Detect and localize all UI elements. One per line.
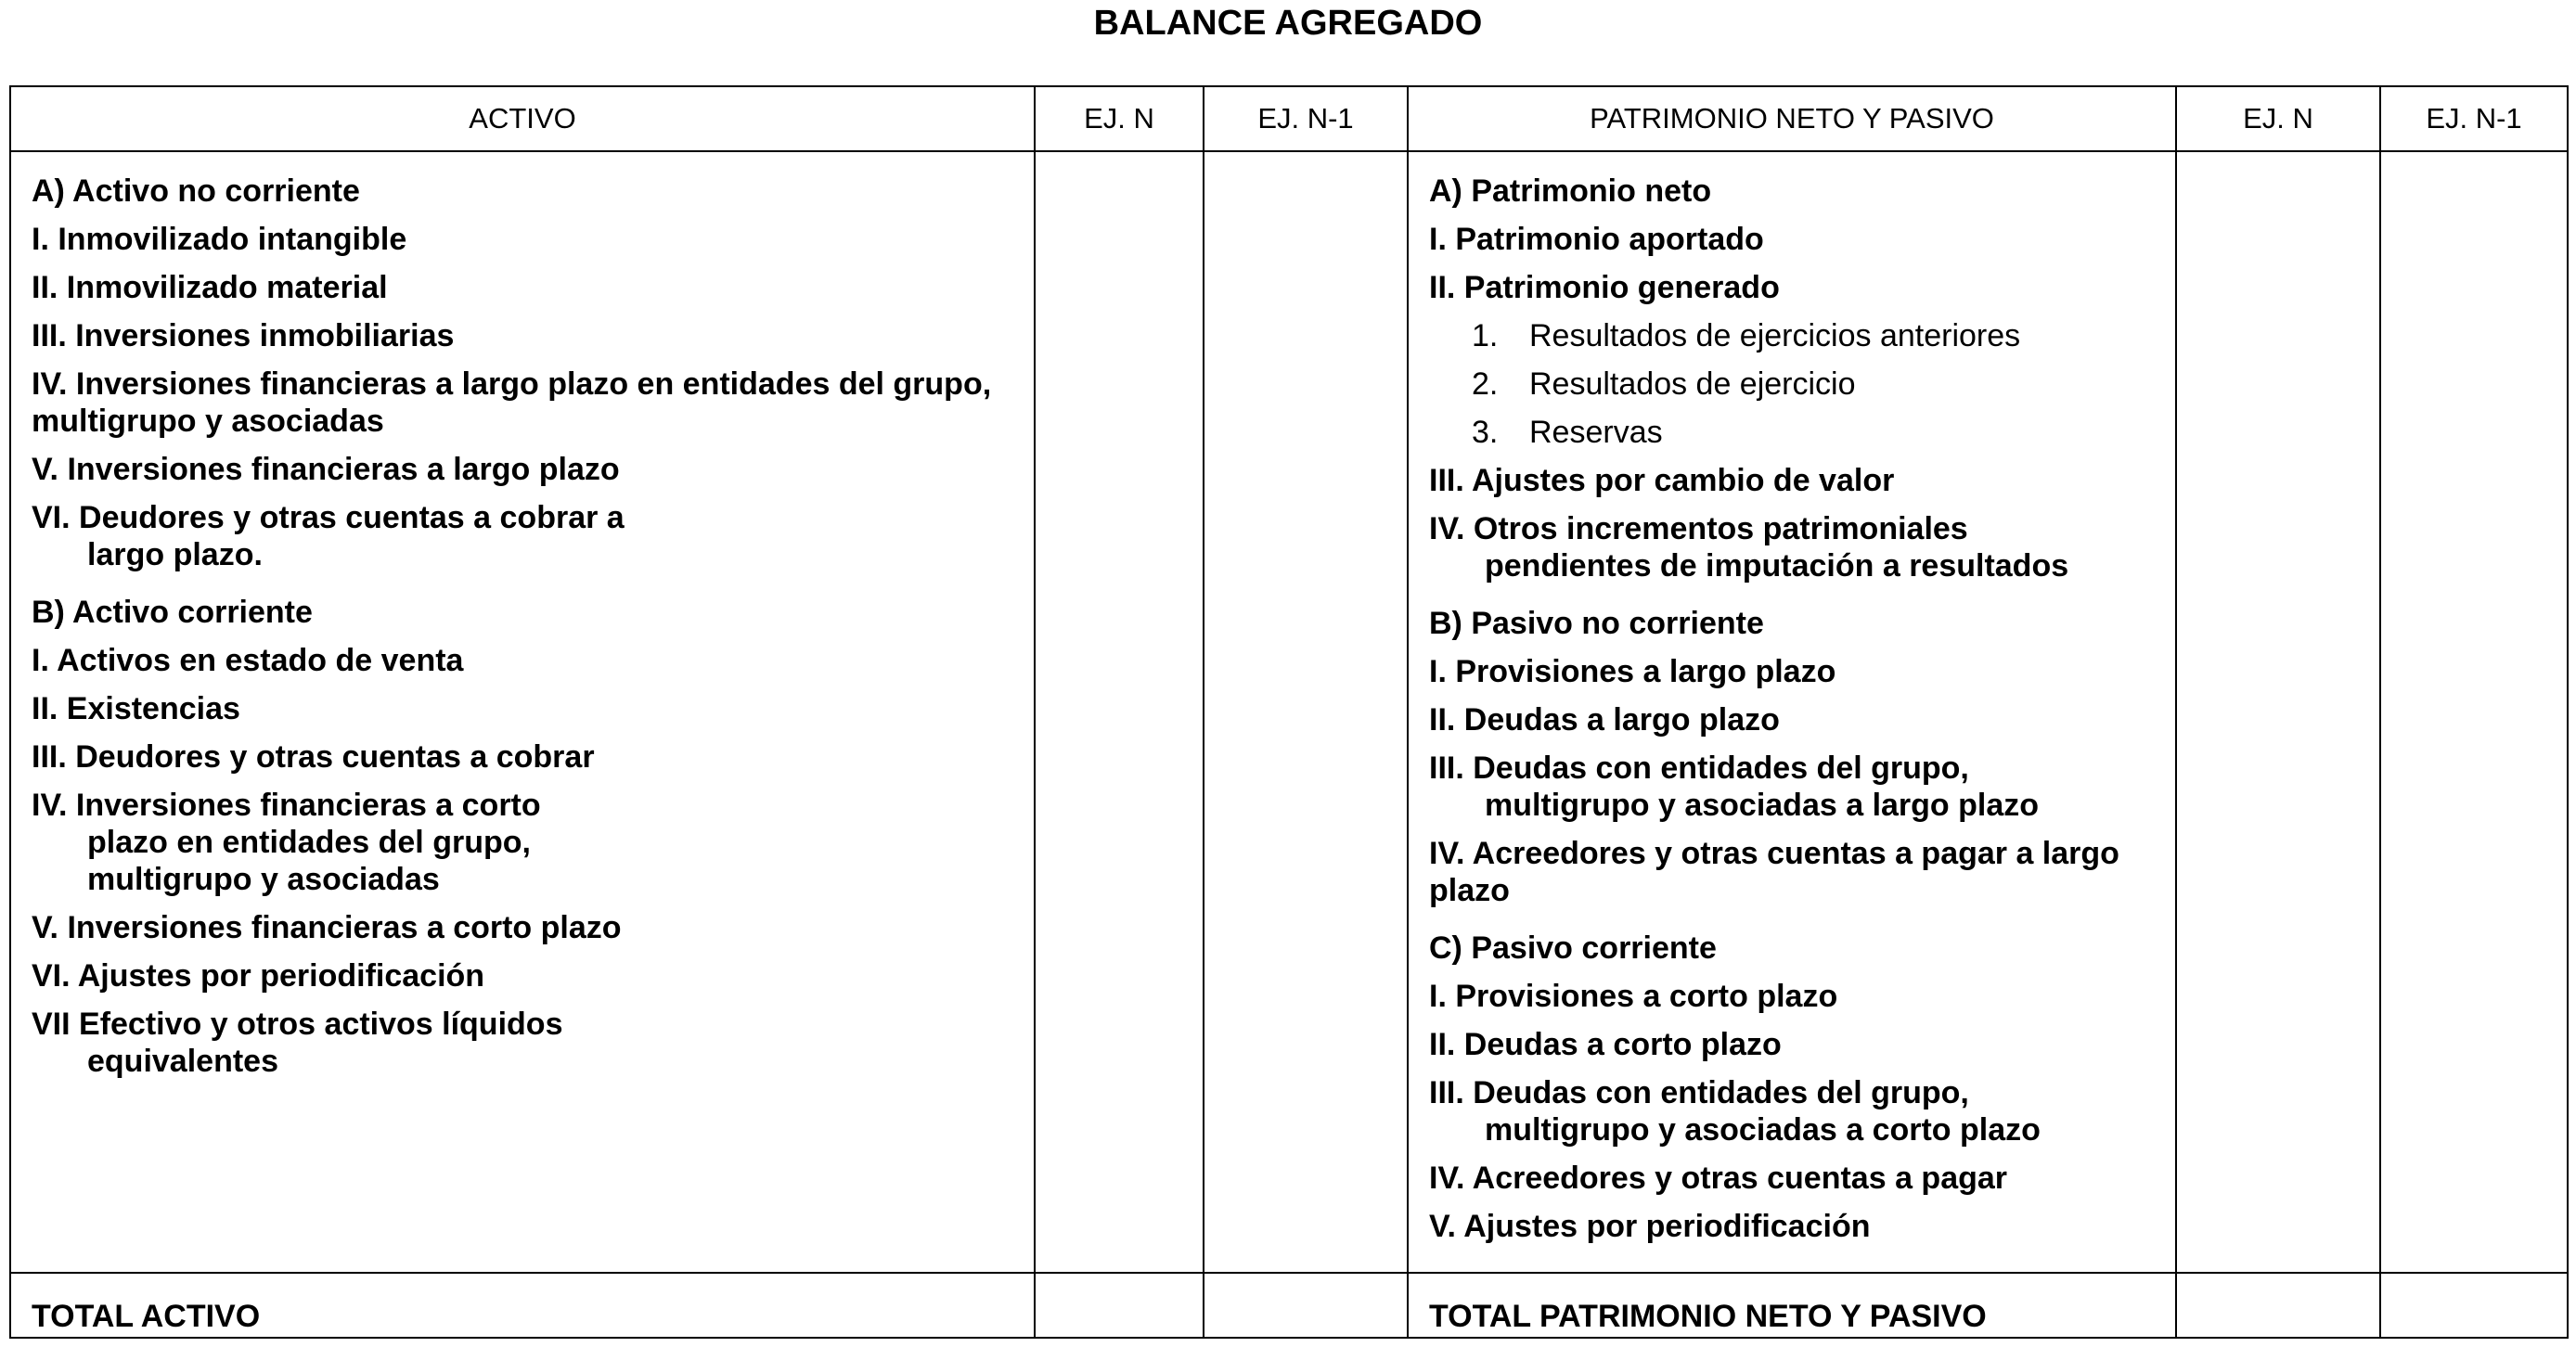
item-label: V. Inversiones financieras a largo plazo bbox=[32, 452, 620, 487]
item-label: III. Deudores y otras cuentas a cobrar bbox=[32, 739, 595, 775]
item-label: VII Efectivo y otros activos líquidos bbox=[32, 1007, 563, 1042]
activo-ej-n1-values-cell bbox=[1204, 151, 1408, 1273]
item-label: IV. Acreedores y otras cuentas a pagar bbox=[1429, 1161, 2008, 1196]
total-activo-ej-n-cell bbox=[1035, 1273, 1204, 1338]
item-label: I. Provisiones a largo plazo bbox=[1429, 654, 1836, 689]
item-label: A) Patrimonio neto bbox=[1429, 173, 1712, 209]
balance-table bbox=[9, 85, 2569, 1339]
pasivo-ej-n-values-cell bbox=[2176, 151, 2380, 1273]
total-pasivo-ej-n1-cell bbox=[2380, 1273, 2568, 1338]
item-label: A) Activo no corriente bbox=[32, 173, 360, 209]
item-label: I. Provisiones a corto plazo bbox=[1429, 979, 1838, 1014]
item-number: 3. bbox=[1472, 415, 1499, 450]
item-label: II. Existencias bbox=[32, 691, 240, 726]
list-item bbox=[1429, 653, 2157, 690]
item-label-continuation: largo plazo. bbox=[87, 537, 263, 572]
list-item bbox=[1429, 462, 2157, 499]
list-item bbox=[1429, 221, 2157, 258]
item-label: I. Inmovilizado intangible bbox=[32, 222, 407, 257]
item-label: I. Patrimonio aportado bbox=[1429, 222, 1764, 257]
list-item bbox=[32, 221, 1015, 258]
list-item bbox=[32, 173, 1015, 210]
item-label: VI. Ajustes por periodificación bbox=[32, 958, 485, 994]
list-item bbox=[32, 499, 1015, 573]
list-item bbox=[1429, 317, 2157, 354]
item-label-continuation: multigrupo y asociadas bbox=[87, 862, 440, 897]
item-label: III. Ajustes por cambio de valor bbox=[1429, 463, 1895, 498]
item-label: C) Pasivo corriente bbox=[1429, 930, 1717, 966]
item-label: II. Patrimonio generado bbox=[1429, 270, 1780, 305]
item-label: V. Inversiones financieras a corto plazo bbox=[32, 910, 622, 945]
item-label-continuation: multigrupo y asociadas a largo plazo bbox=[1485, 788, 2040, 823]
item-label: III. Inversiones inmobiliarias bbox=[32, 318, 455, 353]
header-ej-n-activo: EJ. N bbox=[1035, 86, 1204, 151]
list-item bbox=[1429, 173, 2157, 210]
item-label: V. Ajustes por periodificación bbox=[1429, 1209, 1871, 1244]
item-label: Resultados de ejercicio bbox=[1529, 366, 1856, 402]
activo-ej-n-values-cell bbox=[1035, 151, 1204, 1273]
item-label-continuation: multigrupo y asociadas a corto plazo bbox=[1485, 1112, 2041, 1148]
item-label: IV. Inversiones financieras a corto bbox=[32, 788, 541, 823]
table-header-row bbox=[10, 86, 2568, 151]
list-item bbox=[1429, 1026, 2157, 1063]
page-title: BALANCE AGREGADO bbox=[1093, 4, 1483, 43]
list-item bbox=[1429, 366, 2157, 403]
item-label-continuation: equivalentes bbox=[87, 1044, 278, 1079]
item-label: I. Activos en estado de venta bbox=[32, 643, 464, 678]
list-item bbox=[32, 738, 1015, 776]
list-item bbox=[32, 957, 1015, 994]
total-activo-ej-n1-cell bbox=[1204, 1273, 1408, 1338]
total-activo-label: TOTAL ACTIVO bbox=[10, 1273, 1035, 1338]
pasivo-ej-n1-values-cell bbox=[2380, 151, 2568, 1273]
list-item bbox=[1429, 269, 2157, 306]
header-ej-n1-pasivo: EJ. N-1 bbox=[2380, 86, 2568, 151]
list-item bbox=[1429, 510, 2157, 584]
list-item bbox=[1429, 1208, 2157, 1245]
list-item bbox=[1429, 605, 2157, 642]
list-item bbox=[1429, 930, 2157, 967]
list-item bbox=[1429, 835, 2157, 909]
list-item bbox=[1429, 750, 2157, 824]
item-number: 1. bbox=[1472, 318, 1499, 353]
list-item bbox=[32, 1006, 1015, 1080]
list-item bbox=[32, 909, 1015, 946]
list-item bbox=[32, 594, 1015, 631]
list-item bbox=[32, 366, 1015, 440]
list-item bbox=[32, 269, 1015, 306]
activo-items-cell bbox=[10, 151, 1035, 1273]
list-item bbox=[32, 690, 1015, 727]
item-label: II. Deudas a corto plazo bbox=[1429, 1027, 1782, 1062]
list-item bbox=[1429, 1160, 2157, 1197]
item-label: B) Activo corriente bbox=[32, 595, 313, 630]
item-label: II. Deudas a largo plazo bbox=[1429, 702, 1780, 738]
item-label: IV. Inversiones financieras a largo plazo en entidades del grupo, multigrupo y asociadas bbox=[32, 366, 992, 439]
table-body-row bbox=[10, 151, 2568, 1273]
header-pasivo: PATRIMONIO NETO Y PASIVO bbox=[1408, 86, 2176, 151]
list-item bbox=[1429, 414, 2157, 451]
header-ej-n1-activo: EJ. N-1 bbox=[1204, 86, 1408, 151]
item-label: II. Inmovilizado material bbox=[32, 270, 388, 305]
header-ej-n-pasivo: EJ. N bbox=[2176, 86, 2380, 151]
item-label: B) Pasivo no corriente bbox=[1429, 606, 1764, 641]
pasivo-item-list bbox=[1429, 173, 2157, 1245]
total-pasivo-label: TOTAL PATRIMONIO NETO Y PASIVO bbox=[1408, 1273, 2176, 1338]
header-activo: ACTIVO bbox=[10, 86, 1035, 151]
list-item bbox=[1429, 701, 2157, 738]
totals-row bbox=[10, 1273, 2568, 1338]
list-item bbox=[32, 787, 1015, 898]
total-pasivo-ej-n-cell bbox=[2176, 1273, 2380, 1338]
pasivo-items-cell bbox=[1408, 151, 2176, 1273]
item-label: IV. Otros incrementos patrimoniales bbox=[1429, 511, 1968, 546]
activo-item-list bbox=[32, 173, 1015, 1080]
item-label: VI. Deudores y otras cuentas a cobrar a bbox=[32, 500, 625, 535]
item-label-continuation: plazo en entidades del grupo, bbox=[87, 825, 531, 860]
list-item bbox=[32, 451, 1015, 488]
item-number: 2. bbox=[1472, 366, 1499, 402]
list-item bbox=[1429, 1074, 2157, 1148]
item-label-continuation: pendientes de imputación a resultados bbox=[1485, 548, 2069, 584]
item-label: Reservas bbox=[1529, 415, 1663, 450]
item-label: III. Deudas con entidades del grupo, bbox=[1429, 1075, 1969, 1110]
list-item bbox=[32, 317, 1015, 354]
list-item bbox=[32, 642, 1015, 679]
item-label: III. Deudas con entidades del grupo, bbox=[1429, 750, 1969, 786]
item-label: IV. Acreedores y otras cuentas a pagar a largo plazo bbox=[1429, 836, 2119, 908]
list-item bbox=[1429, 978, 2157, 1015]
item-label: Resultados de ejercicios anteriores bbox=[1529, 318, 2021, 353]
